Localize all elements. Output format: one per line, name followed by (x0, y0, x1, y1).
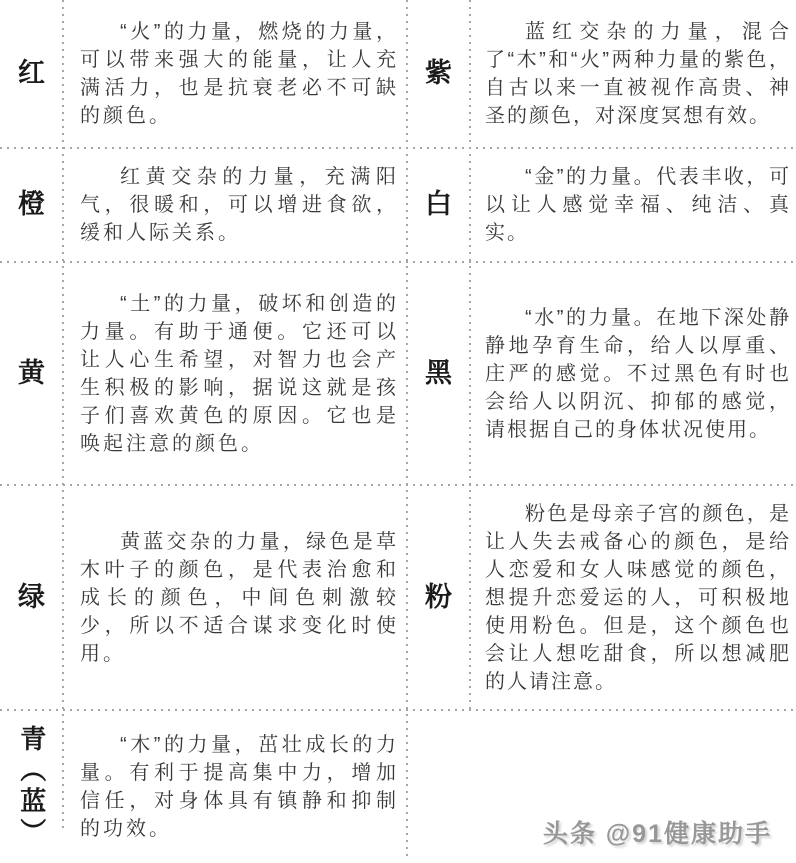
horizontal-dotted-divider (0, 709, 796, 711)
color-label: 粉 (425, 581, 452, 612)
color-label-cell-red (0, 0, 63, 148)
horizontal-dotted-divider (0, 484, 796, 486)
color-label-cell-green (0, 485, 63, 710)
color-description-cell-purple (470, 0, 796, 148)
horizontal-dotted-divider (0, 147, 796, 149)
color-description-cell-red (63, 0, 407, 148)
color-label-cell-cyan-blue (0, 710, 63, 863)
color-description: 粉色是母亲子宫的颜色，是让人失去戒备心的颜色，是给人恋爱和女人味感觉的颜色，想提升恋爱运的人，可积极地使用粉色。但是，这个颜色也会让人想吃甜食，所以想减肥的人请注意。 (485, 502, 791, 693)
color-description-cell-orange (63, 148, 407, 262)
color-description-cell-yellow (63, 262, 407, 485)
color-description: 蓝红交杂的力量，混合了“木”和“火”两种力量的紫色，自古以来一直被视作高贵、神圣的颜色，对深度冥想有效。 (485, 21, 791, 127)
color-description: “木”的力量，茁壮成长的力量。有利于提高集中力，增加信任，对身体具有镇静和抑制的功效。 (80, 733, 399, 840)
color-description: “火”的力量，燃烧的力量，可以带来强大的能量，让人充满活力，也是抗衰老必不可缺的颜色。 (80, 21, 399, 127)
watermark: 头条 @91健康助手 (542, 820, 772, 848)
color-label: 紫 (425, 58, 452, 89)
color-description: 黄蓝交杂的力量，绿色是草木叶子的颜色，是代表治愈和成长的颜色，中间色刺激较少，所以不适合谋求变化时使用。 (80, 530, 399, 665)
color-description: “水”的力量。在地下深处静静地孕育生命，给人以厚重、庄严的感觉。不过黑色有时也会给人以阴沉、抑郁的感觉，请根据自己的身体状况使用。 (485, 306, 791, 441)
color-label: 橙 (18, 189, 45, 220)
vertical-dotted-divider (469, 0, 471, 710)
color-label: 红 (18, 58, 45, 89)
color-description-cell-white (470, 148, 796, 262)
color-label-cell-yellow (0, 262, 63, 485)
color-description-cell-cyan-blue (63, 710, 407, 863)
color-description: “土”的力量，破坏和创造的力量。有助于通便。它还可以让人心生希望，对智力也会产生积极的影响，据说这就是孩子们喜欢黄色的原因。它也是唤起注意的颜色。 (80, 292, 399, 455)
color-label: 青（蓝） (16, 724, 47, 849)
color-description: “金”的力量。代表丰收，可以让人感觉幸福、纯洁、真实。 (485, 166, 791, 244)
horizontal-dotted-divider (0, 261, 796, 263)
color-label: 白 (425, 189, 452, 220)
empty-label-cell (407, 710, 470, 863)
color-label-cell-black (407, 262, 470, 485)
color-description-cell-green (63, 485, 407, 710)
color-label-cell-white (407, 148, 470, 262)
vertical-dotted-divider (406, 0, 408, 859)
color-label: 黄 (18, 357, 45, 388)
color-label-cell-pink (407, 485, 470, 710)
vertical-dotted-divider (62, 0, 64, 833)
color-description-cell-pink (470, 485, 796, 710)
color-label-cell-orange (0, 148, 63, 262)
color-label: 绿 (18, 581, 45, 612)
color-description: 红黄交杂的力量，充满阳气，很暖和，可以增进食欲，缓和人际关系。 (80, 166, 399, 244)
color-label-cell-purple (407, 0, 470, 148)
color-label: 黑 (425, 357, 452, 388)
color-description-cell-black (470, 262, 796, 485)
